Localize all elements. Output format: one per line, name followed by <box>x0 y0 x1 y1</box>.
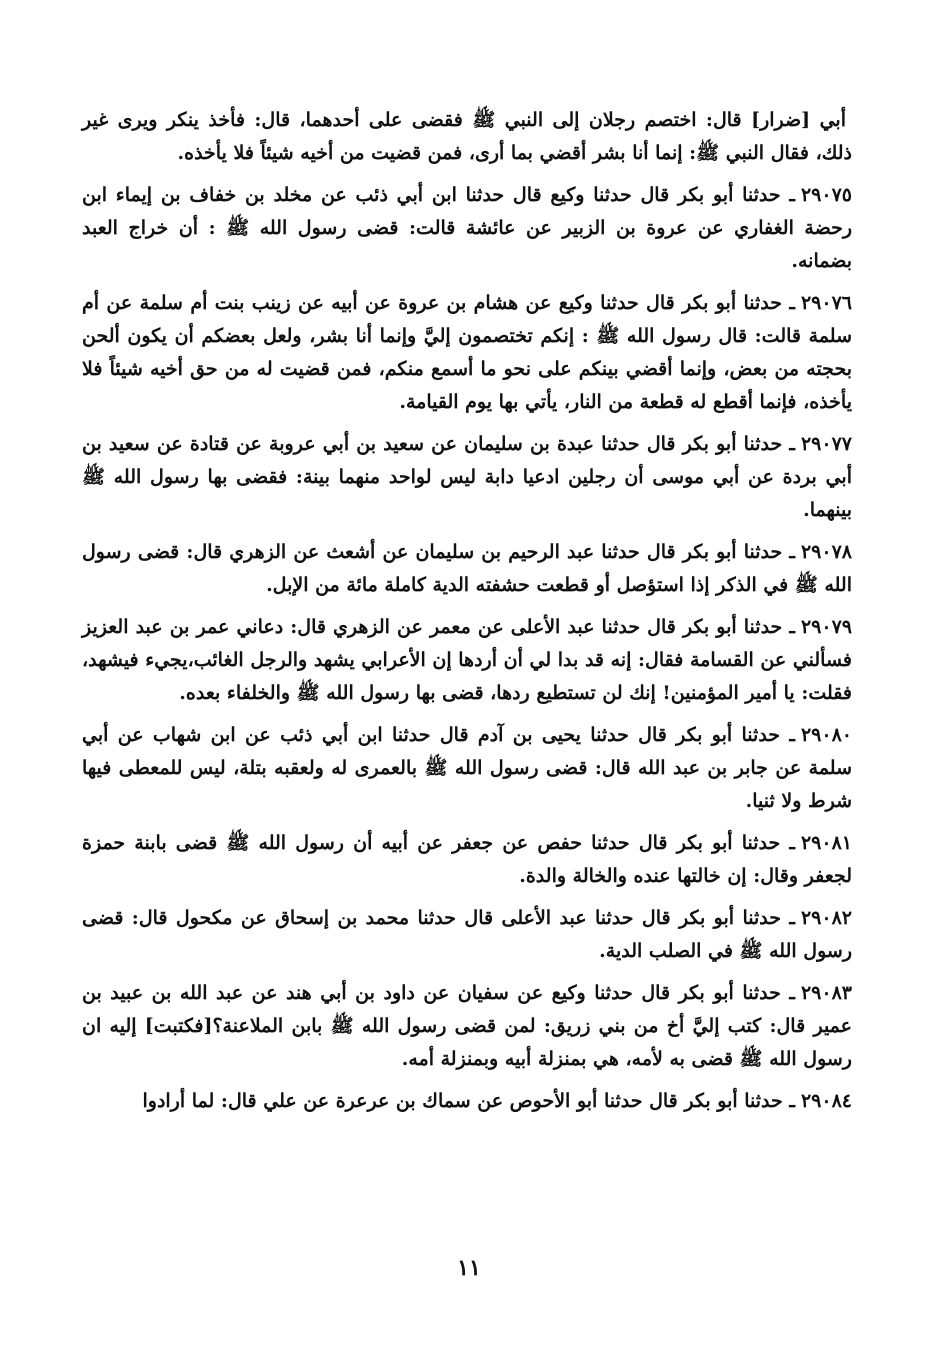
hadith-paragraph <box>82 611 852 710</box>
hadith-text: أبي [ضرار] قال: اختصم رجلان إلى النبي ﷺ فقضى على أحدهما، قال: فأخذ ينكر ويرى غير ذلك، فقال النبي ﷺ: إنما أنا بشر أقضي بما أرى، فمن قضيت من أخيه شيئاً فلا يأخذه. <box>82 109 852 164</box>
hadith-number: ٢٩٠٨٣ <box>800 982 852 1004</box>
hadith-paragraph <box>82 902 852 968</box>
hadith-text: ـ حدثنا أبو بكر قال حدثنا وكيع عن هشام بن عروة عن أبيه عن زينب بنت أم سلمة عن أم سلمة قالت: قال رسول الله ﷺ : إنكم تختصمون إليَّ وإنما أنا بشر، ولعل بعضكم أن يكون ألحن بحجته من بعض، وإنما أقضي بينكم على نحو ما أسمع منكم، فمن قضيت له من حق أخيه شيئاً فلا يأخذه، فإنما أقطع له قطعة من النار، يأتي بها يوم القيامة. <box>82 292 852 413</box>
page-number: ١١ <box>457 1255 481 1281</box>
hadith-text: ـ حدثنا أبو بكر قال حدثنا عبدة بن سليمان عن سعيد بن أبي عروبة عن قتادة عن سعيد بن أبي بردة عن أبي موسى أن رجلين ادعيا دابة ليس لواحد منهما بينة: فقضى بها رسول الله ﷺ بينهما. <box>82 433 852 521</box>
hadith-paragraph <box>82 179 852 278</box>
hadith-number: ٢٩٠٧٧ <box>800 433 852 455</box>
hadith-number: ٢٩٠٧٥ <box>800 184 852 206</box>
hadith-text: ـ حدثنا أبو بكر قال حدثنا وكيع قال حدثنا ابن أبي ذئب عن مخلد بن خفاف بن إيماء ابن رحضة الغفاري عن عروة بن الزبير عن عائشة قالت: قضى رسول الله ﷺ : أن خراج العبد بضمانه. <box>82 184 852 272</box>
hadith-text: ـ حدثنا أبو بكر قال حدثنا وكيع عن سفيان عن داود بن أبي هند عن عبد الله بن عبيد بن عمير قال: كتب إليَّ أخ من بني زريق: لمن قضى رسول الله ﷺ بابن الملاعنة؟[فكتبت] إليه ان رسول الله ﷺ قضى به لأمه، هي بمنزلة أبيه وبمنزلة أمه. <box>82 982 852 1070</box>
hadith-text: ـ حدثنا أبو بكر قال حدثنا حفص عن جعفر عن أبيه أن رسول الله ﷺ قضى بابنة حمزة لجعفر وقال: إن خالتها عنده والخالة والدة. <box>82 832 852 887</box>
hadith-number: ٢٩٠٨٢ <box>800 907 852 929</box>
hadith-paragraph <box>82 827 852 893</box>
hadith-number: ٢٩٠٨٤ <box>800 1090 852 1112</box>
hadith-number: ٢٩٠٧٩ <box>800 616 852 638</box>
hadith-paragraph <box>82 1085 852 1118</box>
hadith-number: ٢٩٠٨٠ <box>800 724 852 746</box>
hadith-paragraph <box>82 536 852 602</box>
hadith-text: ـ حدثنا أبو بكر قال حدثنا يحيى بن آدم قال حدثنا ابن أبي ذئب عن ابن شهاب عن أبي سلمة عن جابر بن عبد الله قال: قضى رسول الله ﷺ بالعمرى له ولعقبه بتلة، ليس للمعطى فيها شرط ولا ثنيا. <box>82 724 852 812</box>
hadith-paragraph <box>82 977 852 1076</box>
hadith-number: ٢٩٠٨١ <box>800 832 852 854</box>
hadith-paragraph <box>82 428 852 527</box>
hadith-paragraph <box>82 719 852 818</box>
hadith-number: ٢٩٠٧٨ <box>800 541 852 563</box>
hadith-text: ـ حدثنا أبو بكر قال حدثنا عبد الأعلى عن معمر عن الزهري قال: دعاني عمر بن عبد العزيز فسألني عن القسامة فقال: إنه قد بدا لي أن أردها إن الأعرابي يشهد والرجل الغائب،يجيء فيشهد، فقلت: يا أمير المؤمنين! إنك لن تستطيع ردها، قضى بها رسول الله ﷺ والخلفاء بعده. <box>82 616 852 704</box>
hadith-number: ٢٩٠٧٦ <box>800 292 852 314</box>
hadith-text: ـ حدثنا أبو بكر قال حدثنا عبد الرحيم بن سليمان عن أشعث عن الزهري قال: قضى رسول الله ﷺ في الذكر إذا استؤصل أو قطعت حشفته الدية كاملة مائة من الإبل. <box>82 541 852 596</box>
hadith-paragraph <box>82 104 852 170</box>
hadith-text: ـ حدثنا أبو بكر قال حدثنا أبو الأحوص عن سماك بن عرعرة عن علي قال: لما أرادوا <box>142 1090 795 1112</box>
page-body <box>82 104 852 1127</box>
hadith-paragraph <box>82 287 852 419</box>
hadith-text: ـ حدثنا أبو بكر قال حدثنا عبد الأعلى قال حدثنا محمد بن إسحاق عن مكحول قال: قضى رسول الله ﷺ في الصلب الدية. <box>82 907 852 962</box>
